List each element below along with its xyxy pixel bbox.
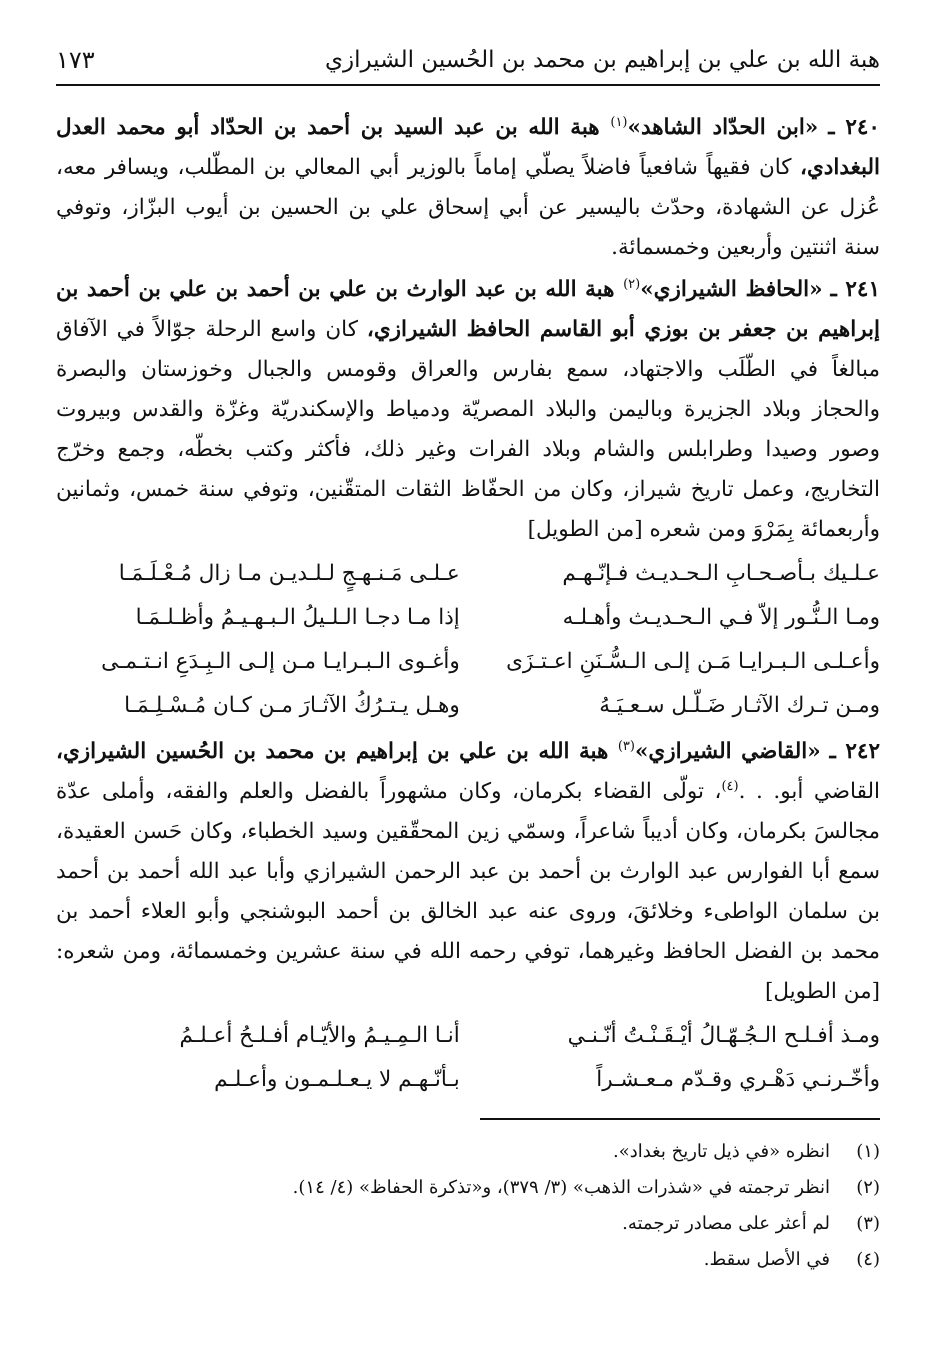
verse-line [56, 596, 880, 640]
footnote [56, 1206, 880, 1242]
entry-text: كان فقيهاً شافعياً فاضلاً يصلّي إماماً بالوزير أبي المعالي بن المطّلب، ويسافر معه، عُزل عن الشهادة، وحدّث باليسير عن أبي إسحاق علي بن الحسين بن أيوب البزّاز، وتوفي سنة اثنتين وأربعين وخمسمائة. [56, 155, 880, 260]
poem [56, 1014, 880, 1102]
footnote-ref: (٤) [721, 778, 739, 794]
verse-second-hemistich: بـأنّـهـم لا يـعـلـمـون وأعـلـم [214, 1067, 460, 1092]
verse-line [56, 1058, 880, 1102]
footnote-ref: (٣) [617, 738, 635, 754]
entry-240 [56, 108, 880, 268]
footnote [56, 1170, 880, 1206]
verse-first-hemistich: عـلـيك بـأصـحـابِ الـحـديـث فـإنّـهـم [562, 561, 880, 586]
footnotes [56, 1134, 880, 1278]
verse-first-hemistich: ومـن تـرك الآثـار ضَـلّـل سـعـيَـهُ [599, 693, 880, 718]
footnote-number: (٢) [856, 1177, 880, 1198]
entry-text-start: القاضي أبو. . . [738, 779, 880, 804]
entry-name: «القاضي الشيرازي» [634, 739, 821, 764]
verse-line [56, 1014, 880, 1058]
entry-text: كان واسع الرحلة جوّالاً في الآفاق مبالغاً في الطّلَب والاجتهاد، سمع بفارس والعراق وقومس والجبال وخوزستان والبصرة والحجاز وبلاد الجزيرة وباليمن والبلاد المصريّة ودمياط والإسكندريّة وغزّة والقدس وبيروت وصور وصيدا وطرابلس والشام وبلاد الفرات وغير ذلك، فأكثر وكتب بخطّه، وجمع وخرّج التخاريج، وعمل تاريخ شيراز، وكان من الحفّاظ الثقات المتقّنين، وتوفي سنة خمس، وثمانين وأربعمائة بِمَرْوَ ومن شعره [من الطويل] [56, 317, 880, 542]
entry-full-name: هبة الله بن عبد السيد بن أحمد بن الحدّاد أبو محمد العدل البغدادي، [56, 115, 880, 180]
entry-full-name: هبة الله بن علي بن إبراهيم بن محمد بن الحُسين الشيرازي، [56, 739, 618, 764]
entry-number: ٢٤٢ ـ [829, 739, 880, 764]
entry-text: ، تولّى القضاء بكرمان، وكان مشهوراً بالفضل والعلم والفقه، وأملى عدّة مجالسَ بكرمان، وكان أديباً شاعراً، وسمّي زين المحقّقين وسيد الخطباء، وكان حَسن العقيدة، سمع أبا الفوارس عبد الوارث بن أحمد بن عبد الرحمن الشيرازي وأبا عبد الله أحمد بن أحمد بن سلمان الواطىء وخلائقَ، وروى عنه عبد الخالق بن أحمد البوشنجي وأبو العلاء أحمد بن محمد بن الفضل الحافظ وغيرهما، توفي رحمه الله في سنة عشرين وخمسمائة، ومن شعره: [من الطويل] [56, 779, 880, 1004]
verse-first-hemistich: وأخّـرنـي دَهْـري وقـدّم مـعـشـراً [596, 1067, 880, 1092]
verse-second-hemistich: وأغـوى الـبـرايـا مـن إلـى الـبِـدَعِ انـتـمـى [101, 649, 460, 674]
entry-242 [56, 732, 880, 1102]
verse-second-hemistich: إذا مـا دجـا الـلـيلُ الـبـهـيـمُ وأظـلـمَـا [135, 605, 460, 630]
footnote-text: انظره «في ذيل تاريخ بغداد». [612, 1141, 830, 1162]
entry-241 [56, 270, 880, 728]
verse-second-hemistich: عـلـى مَـنـهـجٍ لـلـديـن مـا زال مُـعْـلَـمَـا [118, 561, 460, 586]
footnote [56, 1134, 880, 1170]
footnote [56, 1242, 880, 1278]
footnote-separator [480, 1118, 880, 1120]
footnote-ref: (٢) [623, 276, 641, 292]
poem [56, 552, 880, 728]
footnote-text: انظر ترجمته في «شذرات الذهب» (٣/ ٣٧٩)، و«تذكرة الحفاظ» (٤/ ١٤). [292, 1177, 830, 1198]
verse-line [56, 552, 880, 596]
entry-number: ٢٤٠ ـ [828, 115, 880, 140]
footnote-text: في الأصل سقط. [703, 1249, 830, 1270]
verse-line [56, 640, 880, 684]
footnote-number: (٤) [856, 1249, 880, 1270]
footnote-number: (٣) [856, 1213, 880, 1234]
verse-line [56, 684, 880, 728]
entry-name: «ابن الحدّاد الشاهد» [627, 115, 819, 140]
entry-name: «الحافظ الشيرازي» [640, 277, 823, 302]
verse-second-hemistich: وهـل يـتـرُكُ الآثـارَ مـن كـان مُـسْـلِـمَـا [124, 693, 460, 718]
entry-full-name: هبة الله بن عبد الوارث بن علي بن أحمد بن علي بن أحمد بن إبراهيم بن جعفر بن بوزي أبو القاسم الحافظ الشيرازي، [56, 277, 881, 342]
footnote-number: (١) [856, 1141, 880, 1162]
verse-first-hemistich: ومـذ أفـلـح الـجُـهّـالُ أيْـقَـنْـتُ أنّـنـي [567, 1023, 880, 1048]
entry-number: ٢٤١ ـ [830, 277, 880, 302]
book-page [56, 40, 880, 1278]
verse-second-hemistich: أنـا الـمِـيـمُ والأيّـام أفـلـحُ أعـلـمُ [179, 1023, 460, 1048]
verse-first-hemistich: وأعـلـى الـبـرايـا مَـن إلـى الـسُّـنَنِ اعـتـزَى [506, 649, 880, 674]
running-header [56, 40, 880, 86]
main-text [56, 108, 880, 1102]
header-title: هبة الله بن علي بن إبراهيم بن محمد بن الحُسين الشيرازي [324, 47, 880, 73]
footnote-ref: (١) [610, 114, 628, 130]
verse-first-hemistich: ومـا الـنُّـور إلاّ فـي الـحـديـث وأهـلـه [562, 605, 880, 630]
footnote-text: لم أعثر على مصادر ترجمته. [622, 1213, 830, 1234]
page-number: ١٧٣ [56, 46, 95, 74]
